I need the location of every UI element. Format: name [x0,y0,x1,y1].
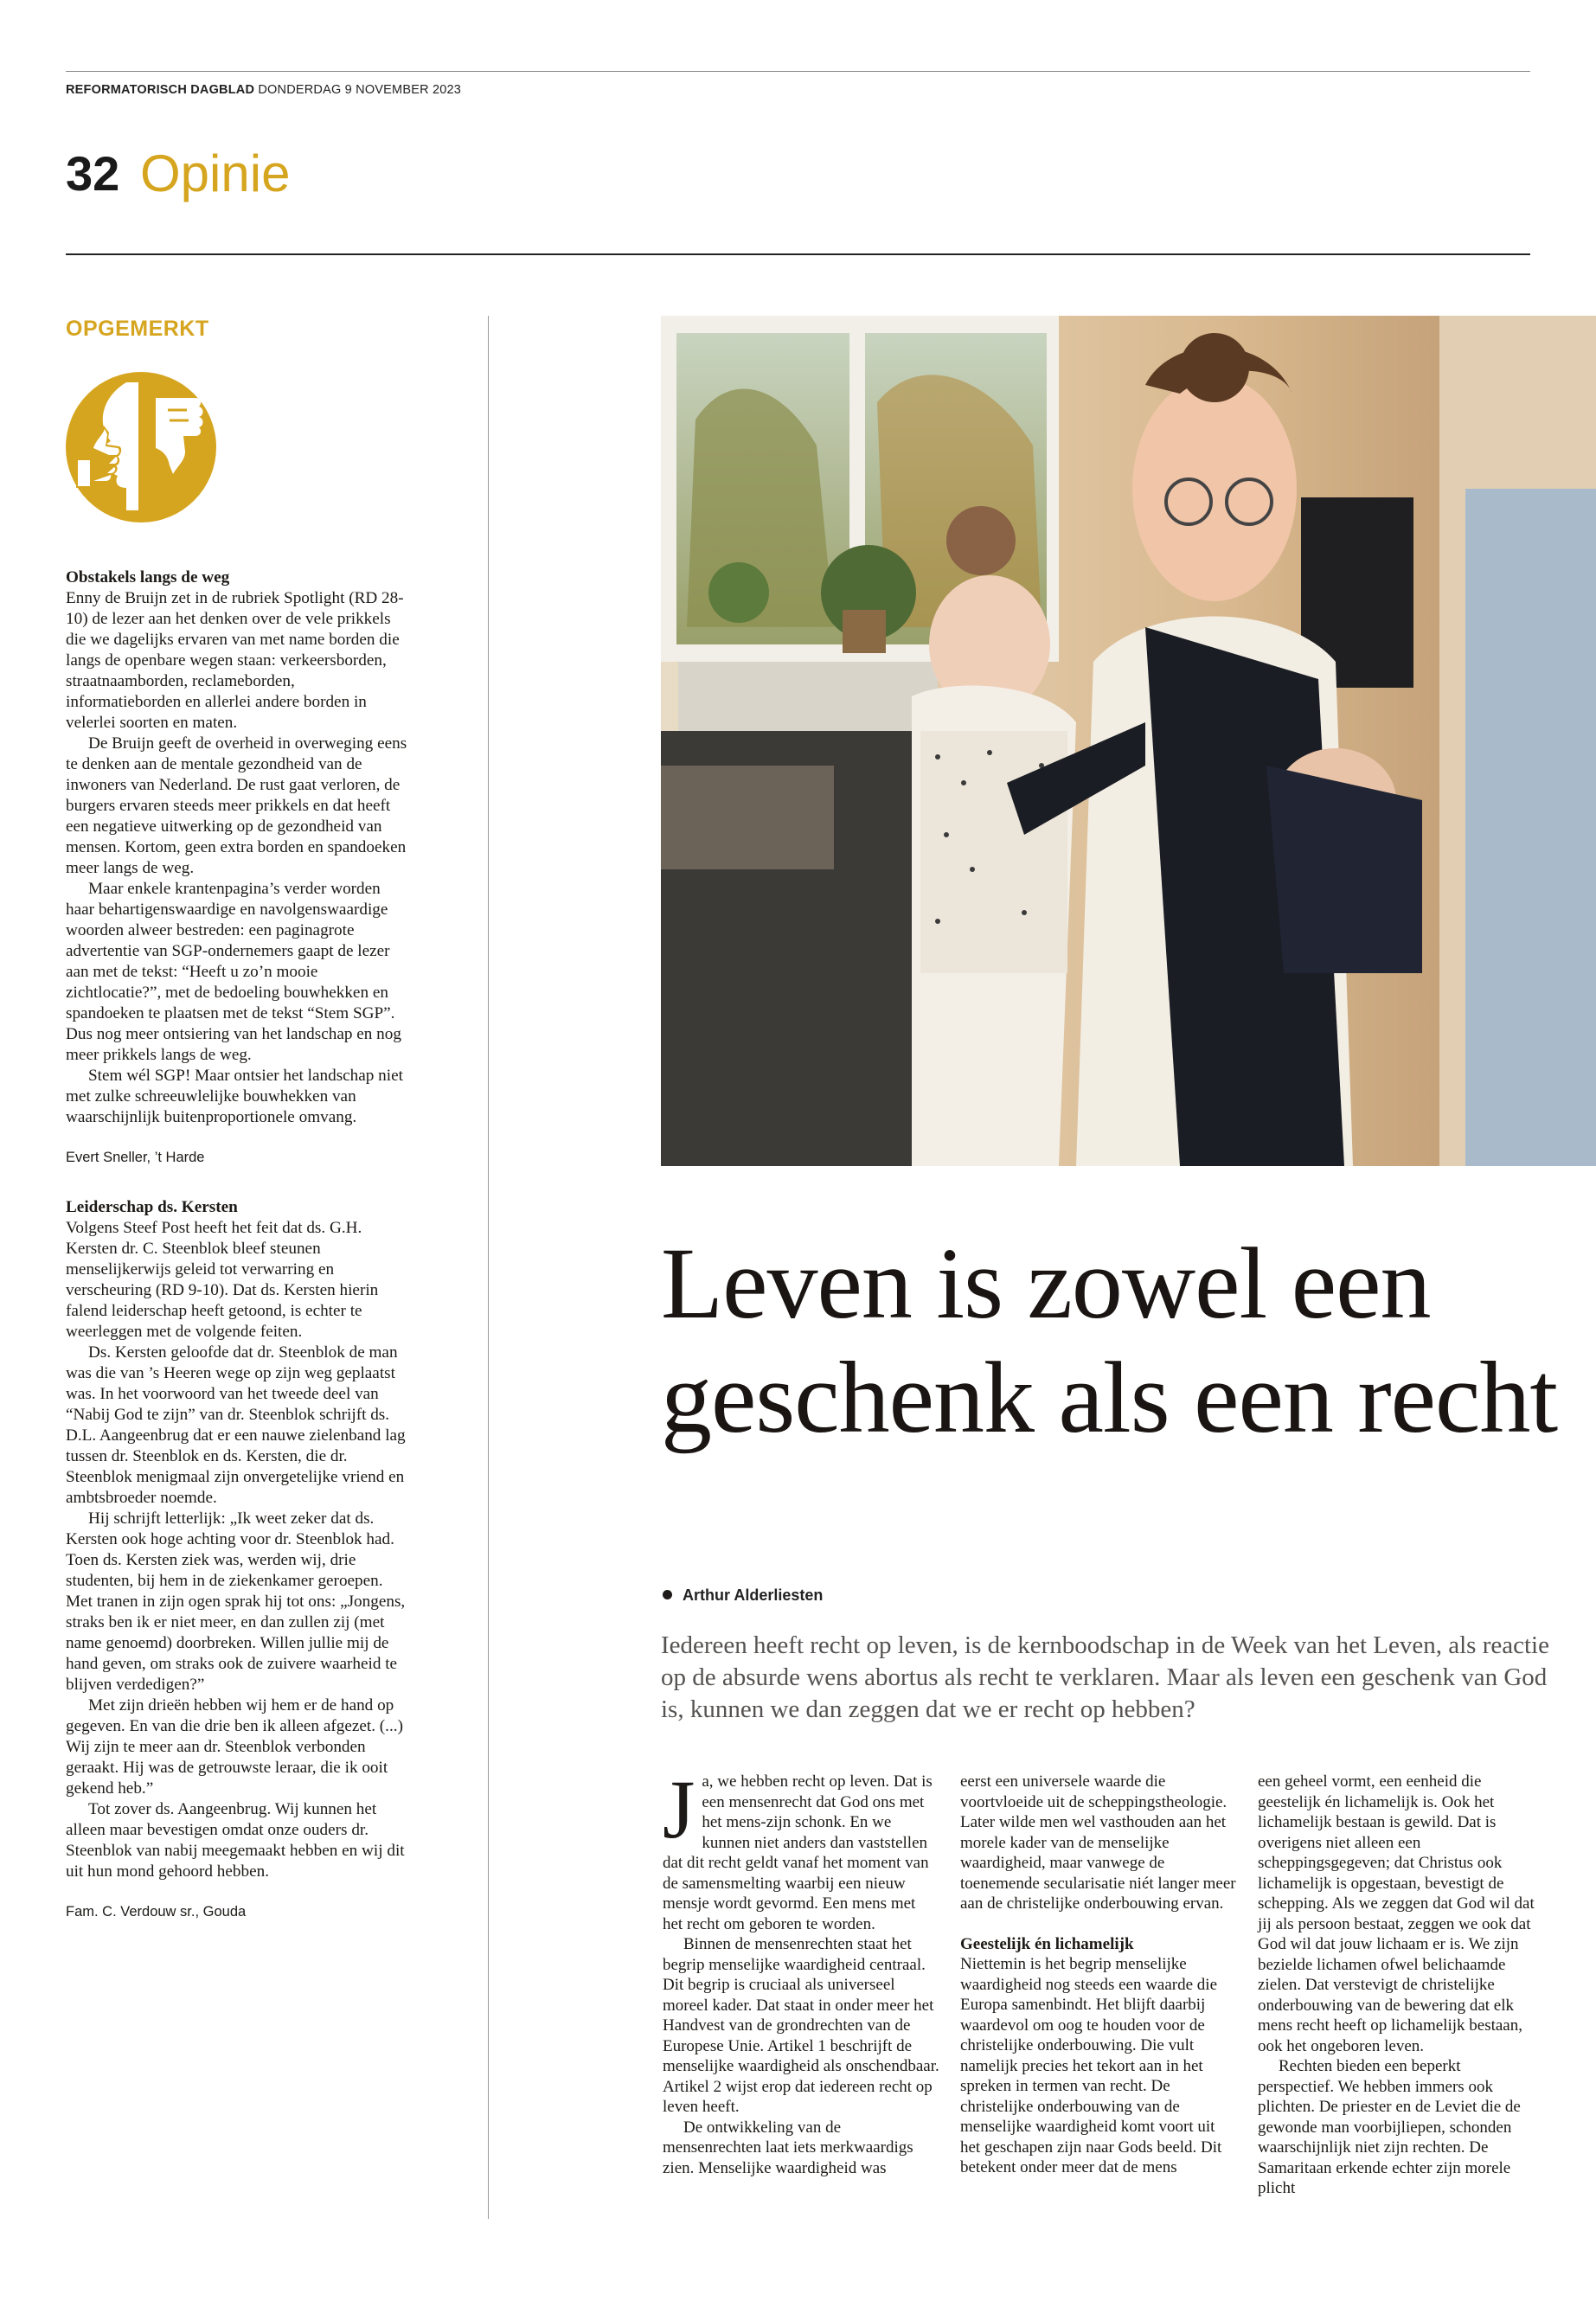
letter-paragraph: Enny de Bruijn zet in de rubriek Spotlight (RD 28-10) de lezer aan het denken over de vele prikkels die we dagelijks ervaren van met name borden die langs de openbare wegen staan: verkeersborden, straatnaamborden, reclameborden, informatieborden en allerlei andere borden in velerlei soorten en maten. [66,589,404,732]
article-paragraph: Niettemin is het begrip menselijke waardigheid nog steeds een waarde die Europa samenbindt. Het blijft daarbij waardevol om oog te houden voor de christelijke onderbouwing. Die vult namelijk precies het tekort aan in het spreken in termen van recht. De christelijke onderbouwing van de menselijke waardigheid komt voort uit het geschapen zijn naar Gods beeld. Dit betekent onder meer dat de mens [960,1955,1222,2176]
letter-heading: Leiderschap ds. Kersten [66,1198,238,1216]
section-title: Opinie [140,144,291,202]
paragraph-text: a, we hebben recht op leven. Dat is een mensenrecht dat God ons met het mens-zijn schonk. En we kunnen niet anders dan vaststellen dat dit recht geldt vanaf het moment van de samensmelting waarbij een nieuw mensje wordt gevormd. Een mens met het recht om geboren te worden. [663,1772,933,1933]
article-subheading: Geestelijk én lichamelijk [960,1934,1134,1953]
letter-paragraph: De Bruijn geeft de overheid in overweging eens te denken aan de mentale gezondheid van de inwoners van Nederland. De rust gaat verloren, de burgers ervaren steeds meer prikkels en dat heeft een negatieve uitwerking op de gezondheid van mensen. Kortom, geen extra borden en spandoeken meer langs de weg. [66,734,407,877]
letter-signature: Fam. C. Verdouw sr., Gouda [66,1904,247,1920]
page-number: 32 [66,146,120,201]
article-column-1 [663,1763,939,2178]
letter-paragraph: Volgens Steef Post heeft het feit dat ds. G.H. Kersten dr. C. Steenblok bleef steunen menselijkerwijs geleid tot verwarring en verscheuring (RD 9-10). Dat ds. Kersten hierin falend leiderschap heeft getoond, is echter te weerleggen met de volgende feiten. [66,1219,379,1341]
article-paragraph: Binnen de mensenrechten staat het begrip menselijke waardigheid centraal. Dit begrip is cruciaal als universeel moreel kader. Dat staat in onder meer het Handvest van de grondrechten van de Europese Unie. Artikel 1 beschrijft de menselijke waardigheid als onschendbaar. Artikel 2 wijst erop dat iedereen recht op leven heeft. [663,1935,939,2116]
letter-signature: Evert Sneller, ’t Harde [66,1150,205,1165]
article-photo [661,316,1596,1166]
masthead-date: DONDERDAG 9 NOVEMBER 2023 [258,83,462,97]
sidebar-kicker: OPGEMERKT [66,317,209,341]
byline [663,1586,823,1605]
column-divider [488,316,489,2219]
masthead-paper: REFORMATORISCH DAGBLAD [66,83,255,97]
letter [66,1197,412,1922]
letter-paragraph: Tot zover ds. Aangeenbrug. Wij kunnen het alleen maar bevestigen omdat onze ouders dr. Steenblok van nabij meegemaakt hebben en wij dit uit hun mond gehoord hebben. [66,1800,405,1881]
letter-paragraph: Maar enkele krantenpagina’s verder worden haar behartigenswaardige en navolgenswaardige woorden alweer bestreden: een paginagrote advertentie van SGP-ondernemers gaapt de lezer aan met de tekst: “Heeft u zo’n mooie zichtlocatie?”, met de bedoeling bouwhekken en spandoeken te plaatsen met de tekst “Stem SGP”. Dus nog meer ontsiering van het landschap en nog meer prikkels langs de weg. [66,880,401,1064]
letter-heading: Obstakels langs de weg [66,568,230,586]
drop-cap: J [663,1763,695,1856]
article-column-2 [960,1772,1237,2178]
article-paragraph [663,1763,939,1934]
thumbs-up-down-icon [66,372,216,522]
byline-bullet-icon [663,1590,672,1599]
article-column-3 [1258,1772,1535,2199]
article-paragraph: een geheel vormt, een eenheid die geestelijk én lichamelijk is. Ook het lichamelijk bestaan is gewild. Dat is overigens niet alleen een scheppingsgegeven; dat Christus ook lichamelijk is opgestaan, bevestigt de schepping. Als we zeggen dat God wil dat jij als persoon bestaat, zeggen we ook dat God wil dat jouw lichaam er is. We zijn bezielde lichamen ofwel belichaamde zielen. Dat verstevigt de christelijke onderbouwing van de bewering dat elk mens recht heeft op lichamelijk bestaan, ook het ongeboren leven. [1258,1772,1535,2055]
article-intro: Iedereen heeft recht op leven, is de kernboodschap in de Week van het Leven, als reactie op de absurde wens abortus als recht te verklaren. Maar als leven een geschenk van God is, kunnen we dan zeggen dat we er recht op hebben? [661,1631,1549,1723]
article-paragraph: Rechten bieden een beperkt perspectief. We hebben immers ook plichten. De priester en de Leviet die de gewonde man voorbijliepen, schonden waarschijnlijk niet zijn rechten. De Samaritaan erkende echter zijn morele plicht [1258,2057,1521,2197]
letter-paragraph: Stem wél SGP! Maar ontsier het landschap niet met zulke schreeuwlelijke bouwhekken van waarschijnlijk buitenproportionele omvang. [66,1067,403,1126]
masthead [66,83,461,97]
article-headline: Leven is zowel een geschenk als een recht [661,1227,1558,1454]
article-paragraph: eerst een universele waarde die voortvloeide uit de scheppingstheologie. Later wilde men wel vasthouden aan het morele kader van de menselijke waardigheid, maar vanwege de toenemende secularisatie niét langer meer aan de christelijke onderbouwing ervan. [960,1772,1236,1913]
letter-paragraph: Ds. Kersten geloofde dat dr. Steenblok de man was die van ’s Heeren wege op zijn weg geplaatst was. In het voorwoord van het tweede deel van “Nabij God te zijn” van dr. Steenblok schrijft ds. D.L. Aangeenbrug dat er een nauwe zielenband lag tussen dr. Steenblok en ds. Kersten, die dr. Steenblok menigmaal zijn onvergetelijke vriend en ambtsbroeder noemde. [66,1343,406,1507]
top-rule [66,71,1530,72]
letter [66,567,412,1168]
header-rule [66,253,1530,255]
letters-column [66,567,412,1952]
letter-paragraph: Met zijn drieën hebben wij hem er de hand op gegeven. En van die drie ben ik alleen afgezet. (...) Wij zijn te meer aan dr. Steenblok verbonden geraakt. Hij was de getrouwste leraar, die ik ooit gekend heb.” [66,1696,403,1798]
author-name: Arthur Alderliesten [683,1586,824,1604]
letter-paragraph: Hij schrijft letterlijk: „Ik weet zeker dat ds. Kersten ook hoge achting voor dr. Steenblok had. Toen ds. Kersten ziek was, werden wij, drie studenten, bij hem in de ziekenkamer geroepen. Met tranen in zijn ogen sprak hij tot ons: „Jongens, straks ben ik er niet meer, en dan zullen zij (met name genoemd) doorbreken. Willen jullie mij de hand geven, om straks ook de zuivere waarheid te blijven verdedigen?” [66,1509,406,1694]
article-paragraph: De ontwikkeling van de mensenrechten laat iets merkwaardigs zien. Menselijke waardigheid was [663,2118,913,2177]
